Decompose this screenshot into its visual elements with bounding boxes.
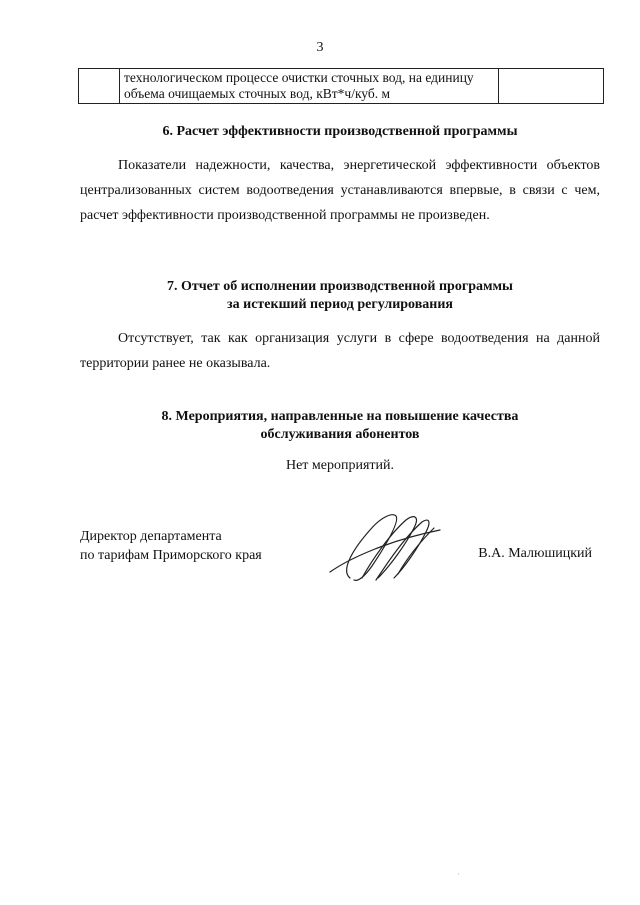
section-7-heading-line: за истекший период регулирования (227, 297, 453, 312)
signature-stroke (347, 515, 397, 581)
table-cell-line: технологическом процессе очистки сточных вод, на единицу (124, 70, 474, 85)
table-cell-indicator (120, 69, 499, 104)
section-7-heading (80, 278, 600, 314)
section-8-heading-line: 8. Мероприятия, направленные на повышение качества (161, 409, 519, 424)
section-8-heading-line: обслуживания абонентов (260, 427, 420, 442)
scan-artifact: · (457, 870, 460, 879)
section-8-text: Нет мероприятий. (285, 458, 395, 473)
table-cell-number (79, 69, 120, 104)
signatory-title-line: Директор департамента (80, 529, 222, 544)
page-number: 3 (316, 40, 324, 55)
handwritten-signature (310, 508, 450, 588)
section-7-heading-line: 7. Отчет об исполнении производственной программы (166, 279, 513, 294)
continued-table (78, 68, 604, 104)
section-7-paragraph: Отсутствует, так как организация услуги в сфере водоотведения на данной территории ранее не оказывала. (80, 331, 600, 371)
section-8-heading (80, 408, 600, 444)
section-6-paragraph: Показатели надежности, качества, энергетической эффективности объектов централизованных систем водоотведения устанавливаются впервые, в связи с чем, расчет эффективности производственной программы не произведен. (80, 158, 600, 223)
table-cell-line: объема очищаемых сточных вод, кВт*ч/куб. м (124, 86, 391, 101)
table-row (79, 69, 604, 104)
signatory-title-line: по тарифам Приморского края (80, 548, 262, 563)
signatory-name: В.А. Малюшицкий (478, 546, 592, 561)
signatory-title (80, 527, 262, 565)
table-cell-value (499, 69, 604, 104)
section-6-heading: 6. Расчет эффективности производственной программы (162, 124, 518, 139)
